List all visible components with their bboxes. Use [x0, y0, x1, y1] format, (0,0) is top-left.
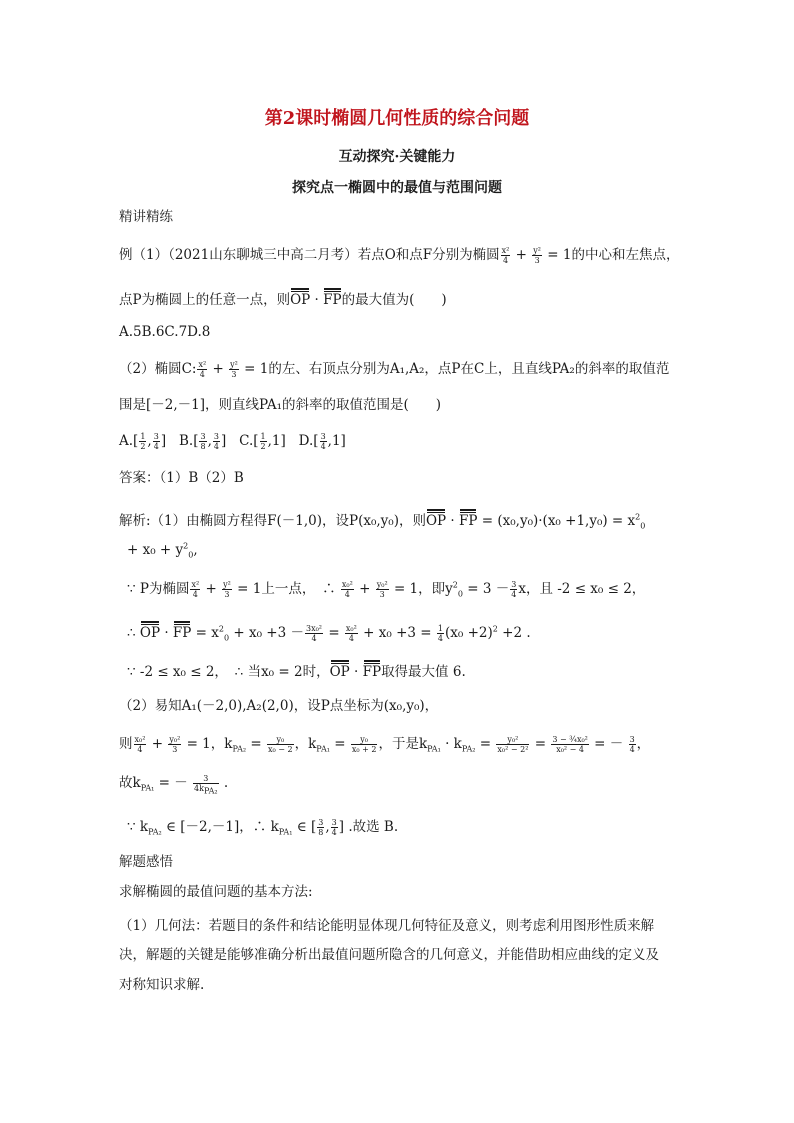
solution-line-7: 则 $\frac{\text{x₀²}}{4}$ + $\frac{\text{y₀²}}{3}$ = 1，$k_{PA_2}$ = $\frac{\text{y₀}}{\text{x₀ − 2}}$ ，$k_{PA_1}$ = $\frac{\text{y₀}}{\text{x₀ + 2}}$ ，于是$k_{PA_1} \cdot k_{PA_2}$ = $\frac{\text{y₀²}}{\text{x₀² − 2²}}$ = $\frac{\text{3 − ¾x₀²}}{\text{x₀² − 4}}$ = － $\frac{3}{4}$ ，: [119, 735, 651, 754]
method-heading: 求解椭圆的最值问题的基本方法:: [119, 884, 313, 900]
subtitle: 互动探究·关键能力: [338, 149, 456, 165]
example-1-line-1: 例（1）（2021山东聊城三中高二月考）若点O和点F分别为椭圆 $\frac{\text{x²}}{4}$ + $\frac{\text{y²}}{3}$ = 1的中心和左焦点，: [119, 246, 680, 265]
method-line-2: 决，解题的关键是能够准确分析出最值问题所隐含的几何意义，并能借助相应曲线的定义及: [119, 947, 659, 963]
example-1-options: A.5B.6C.7D.8: [119, 324, 211, 340]
solution-line-1: 解析:（1）由椭圆方程得F(－1,0)，设P(x₀,y₀)，则OP · FP = $(x_0,y_0)\cdot(x_0 +1,y_0) = x^2_0$: [119, 509, 645, 530]
solution-line-6: （2）易知A₁(－2,0),A₂(2,0)，设P点坐标为(x₀,y₀)，: [119, 698, 439, 714]
solution-line-3: ∵ P为椭圆 $\frac{\text{x²}}{4}$ + $\frac{\text{y²}}{3}$ = 1上一点， ∴ $\frac{\text{x₀²}}{4}$ + $\frac{\text{y₀²}}{3}$ = 1，即$y^2_0 = 3$ － $\frac{3}{4}$ x，且 -2 ≤ x₀ ≤ 2，: [127, 580, 646, 599]
solution-line-4: ∴ OP · FP = $x^2_0 + x_0 +3$ － $\frac{\text{3x₀²}}{4}$ = $\frac{\text{x₀²}}{4}$ + x₀ +3 = $\frac{1}{4}$ $(x_0 +2)^2 +2$ .: [127, 621, 531, 643]
solution-line-8: 故$k_{PA_1}$ = － $\frac{3}{4k_{PA_2}}$ .: [119, 774, 229, 796]
frac-x2-4: $\frac{\text{x²}}{4}$: [501, 246, 510, 265]
example-1-line-2: 点P为椭圆上的任意一点，则OP · FP的最大值为( ): [119, 288, 447, 309]
example-2-line-1: （2）椭圆C: $\frac{\text{x²}}{4}$ + $\frac{\text{y²}}{3}$ = 1的左、右顶点分别为A₁,A₂，点P在C上，且直线PA₂的斜率的取值范: [119, 360, 670, 379]
label-ganwu: 解题感悟: [119, 854, 173, 870]
vector-fp: FP: [323, 288, 341, 309]
section-heading: 探究点一椭圆中的最值与范围问题: [292, 180, 502, 196]
method-line-1: （1）几何法：若题目的条件和结论能明显体现几何特征及意义，则考虑利用图形性质来解: [119, 918, 655, 934]
solution-line-9: ∵ $k_{PA_2}$ ∈ [－2,－1]，∴ $k_{PA_1}$ ∈ [ $\frac{3}{8}$ , $\frac{3}{4}$ ] .故选 B.: [127, 818, 399, 837]
frac-y2-3: $\frac{\text{y²}}{3}$: [533, 246, 541, 265]
answer-line: 答案：（1）B（2）B: [119, 470, 244, 486]
solution-line-2: + $x_0 + y^2_0$,: [127, 541, 198, 560]
solution-line-5: ∵ -2 ≤ x₀ ≤ 2， ∴ 当x₀ = 2时，OP · FP取得最大值 6.: [127, 660, 466, 681]
vector-op: OP: [290, 288, 310, 309]
example-2-line-2: 围是[－2,－1]，则直线PA₁的斜率的取值范围是( ): [119, 397, 442, 413]
example-2-options: A.[ $\frac{1}{2}$ , $\frac{3}{4}$ ] B.[ $\frac{3}{8}$ , $\frac{3}{4}$ ] C.[ $\frac{1}{2}$ ,1] D.[ $\frac{3}{4}$ ,1]: [119, 432, 346, 451]
page-title: 第2课时椭圆几何性质的综合问题: [264, 108, 530, 129]
method-line-3: 对称知识求解.: [119, 977, 205, 993]
label-jingjiang: 精讲精练: [119, 209, 173, 225]
